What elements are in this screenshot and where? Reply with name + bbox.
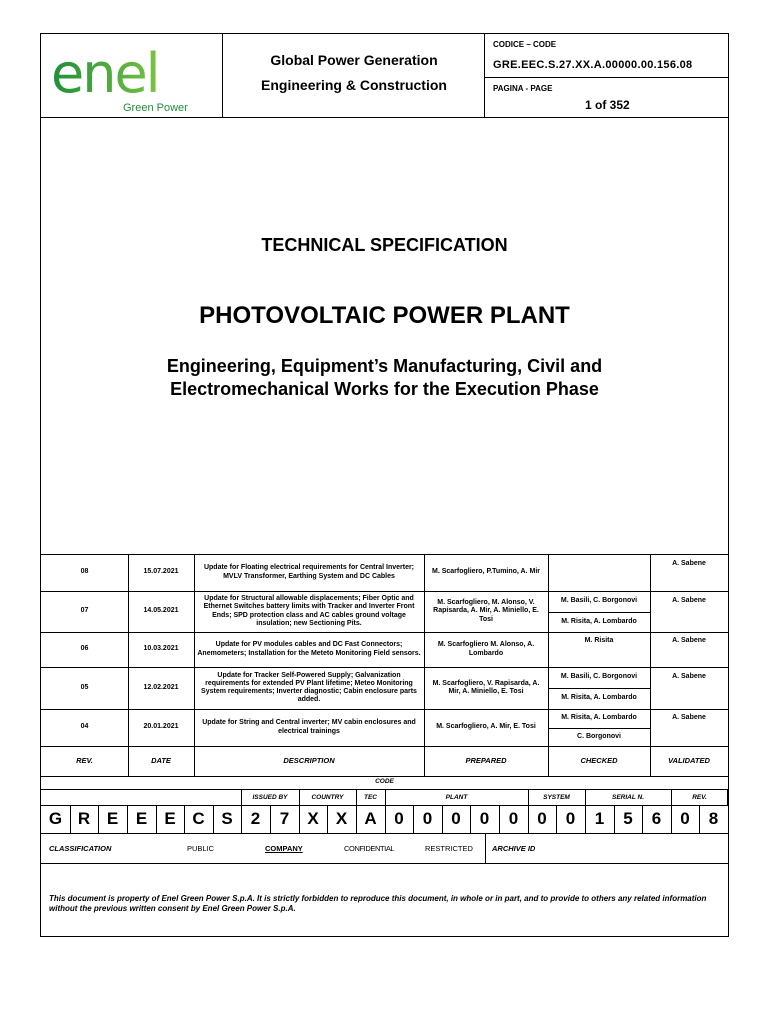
code-character: 2 <box>250 809 261 828</box>
code-character: 0 <box>565 809 576 828</box>
code-character: A <box>364 809 377 828</box>
code-character: E <box>164 809 176 828</box>
column-header-checked: CHECKED <box>580 755 618 765</box>
rev-checked: M. Basili, C. Borgonovi <box>560 597 638 605</box>
code-title: CODE <box>375 778 394 785</box>
column-header-date: DATE <box>151 755 171 765</box>
code-group-label: ISSUED BY <box>252 793 288 801</box>
code-character: 0 <box>479 809 490 828</box>
page-value: 1 of 352 <box>585 98 630 112</box>
column-header-description: DESCRIPTION <box>283 755 335 765</box>
rev-description: Update for Structural allowable displacements; Fiber Optic and Ethernet Switches battery limits with Tracker and Inverter Front Ends; SPD protection class and AC cables ground voltage insulation; new Sectioning Pits. <box>203 595 415 627</box>
document-page <box>40 33 729 937</box>
classification-option: PUBLIC <box>187 843 215 853</box>
code-divider <box>485 77 728 78</box>
code-character: X <box>307 809 319 828</box>
rev-checked: M. Risita, A. Lombardo <box>561 617 637 625</box>
classification-option: RESTRICTED <box>425 843 473 853</box>
column-header-validated: VALIDATED <box>668 755 710 765</box>
rev-validated: A. Sabene <box>672 673 706 681</box>
enel-logo-icon <box>51 48 216 100</box>
table-rule <box>485 833 486 863</box>
page-label: PAGINA - PAGE <box>493 84 553 93</box>
rev-date: 10.03.2021 <box>143 645 179 653</box>
code-group-label: PLANT <box>445 793 468 801</box>
code-group-label: COUNTRY <box>311 793 344 801</box>
rev-number: 05 <box>80 683 89 691</box>
rev-date: 20.01.2021 <box>143 723 179 731</box>
code-character: X <box>335 809 348 828</box>
rev-number: 06 <box>80 645 89 653</box>
logo-text: enel <box>51 48 159 100</box>
rev-description: Update for PV modules cables and DC Fast Connectors; Anemometers; Installation for the Meteto Monitoring Field sensors. <box>197 641 421 657</box>
rev-validated: A. Sabene <box>672 597 706 605</box>
rev-validated: A. Sabene <box>672 559 706 567</box>
code-group-label: SYSTEM <box>543 793 570 801</box>
code-character: 0 <box>394 809 404 828</box>
subtitle-line1: Engineering, Equipment’s Manufacturing, Civil and <box>166 356 603 376</box>
rev-checked: M. Risita, A. Lombardo <box>561 694 637 702</box>
main-title: PHOTOVOLTAIC POWER PLANT <box>199 302 570 329</box>
rev-number: 08 <box>80 568 89 576</box>
rev-prepared: M. Scarfogliero M. Alonso, A. Lombardo <box>437 641 535 657</box>
code-character: G <box>48 809 63 828</box>
classification-option: COMPANY <box>265 843 303 853</box>
code-character: E <box>135 809 148 828</box>
property-notice: This document is property of Enel Green Power S.p.A. It is strictly forbidden to reproduce this document, in whole or in part, and to provide to others any related information without the previous written consent by Enel Green Power S.p.A. <box>49 894 707 914</box>
code-label: CODICE – CODE <box>493 40 557 49</box>
code-group-label: TEC <box>364 793 377 801</box>
code-character: 0 <box>422 809 433 828</box>
classification-label: CLASSIFICATION <box>49 843 112 853</box>
classification-option: CONFIDENTIAL <box>344 843 395 853</box>
code-character: 0 <box>508 809 519 828</box>
document-header <box>41 34 728 118</box>
org-name-line1: Global Power Generation <box>270 52 438 68</box>
rev-checked: M. Risita, A. Lombardo <box>561 714 637 722</box>
rev-prepared: M. Scarfogliero, A. Mir, E. Tosi <box>436 723 536 731</box>
rev-checked: M. Risita <box>584 636 614 644</box>
rev-checked: M. Basili, C. Borgonovi <box>560 673 638 681</box>
logo-subtitle: Green Power <box>123 102 188 114</box>
table-rule <box>650 554 651 776</box>
code-value: GRE.EEC.S.27.XX.A.00000.00.156.08 <box>493 59 693 71</box>
rev-validated: A. Sabene <box>672 714 706 722</box>
rev-description: Update for Floating electrical requirements for Central Inverter; MVLV Transformer, Earthing System and DC Cables <box>203 564 415 580</box>
code-character: S <box>221 809 233 828</box>
spec-title: TECHNICAL SPECIFICATION <box>261 235 508 255</box>
logo-cell <box>41 34 223 117</box>
rev-prepared: M. Scarfogliero, M. Alonso, V. Rapisarda, A. Mir, A. Miniello, E. Tosi <box>433 599 539 623</box>
column-header-prepared: PREPARED <box>465 755 507 765</box>
rev-description: Update for String and Central inverter; MV cabin enclosures and electrical trainings <box>202 719 416 735</box>
revision-table <box>41 554 728 776</box>
code-character: E <box>106 809 119 828</box>
code-character: R <box>77 809 91 828</box>
rev-date: 14.05.2021 <box>143 607 179 615</box>
rev-date: 12.02.2021 <box>143 683 179 691</box>
code-character: 0 <box>451 809 461 828</box>
code-character: 5 <box>623 809 633 828</box>
document-code-cell <box>485 34 728 117</box>
rev-date: 15.07.2021 <box>143 568 179 576</box>
rev-number: 04 <box>80 723 89 731</box>
code-character: C <box>192 809 205 828</box>
rev-prepared: M. Scarfogliero, V. Rapisarda, A. Mir, A. Miniello, E. Tosi <box>432 679 540 695</box>
organization-cell <box>223 34 485 117</box>
code-character: 7 <box>279 809 290 828</box>
rev-prepared: M. Scarfogliero, P.Tumino, A. Mir <box>432 568 540 576</box>
table-rule <box>41 863 728 864</box>
rev-number: 07 <box>80 607 89 615</box>
code-group-label: SERIAL N. <box>611 793 645 801</box>
subtitle-line2: Electromechanical Works for the Execution Phase <box>170 379 599 399</box>
code-group-label: REV. <box>692 793 707 801</box>
rev-description: Update for Tracker Self-Powered Supply; Galvanization requirements for extended PV Plant lifetime; Meteo Monitoring System requirements; Inverter diagnostic; Cabin enclosure parts added. <box>201 671 417 704</box>
rev-checked: C. Borgonovi <box>577 732 621 740</box>
code-character: 1 <box>594 809 605 828</box>
rev-validated: A. Sabene <box>672 636 706 644</box>
org-name-line2: Engineering & Construction <box>261 77 447 93</box>
column-header-rev: REV. <box>76 755 93 765</box>
archive-id-label: ARCHIVE ID <box>492 843 536 853</box>
code-character: 8 <box>708 809 719 828</box>
code-section <box>41 774 728 883</box>
code-character: 0 <box>680 809 690 828</box>
code-character: 0 <box>537 809 547 828</box>
code-character: 6 <box>651 809 662 828</box>
